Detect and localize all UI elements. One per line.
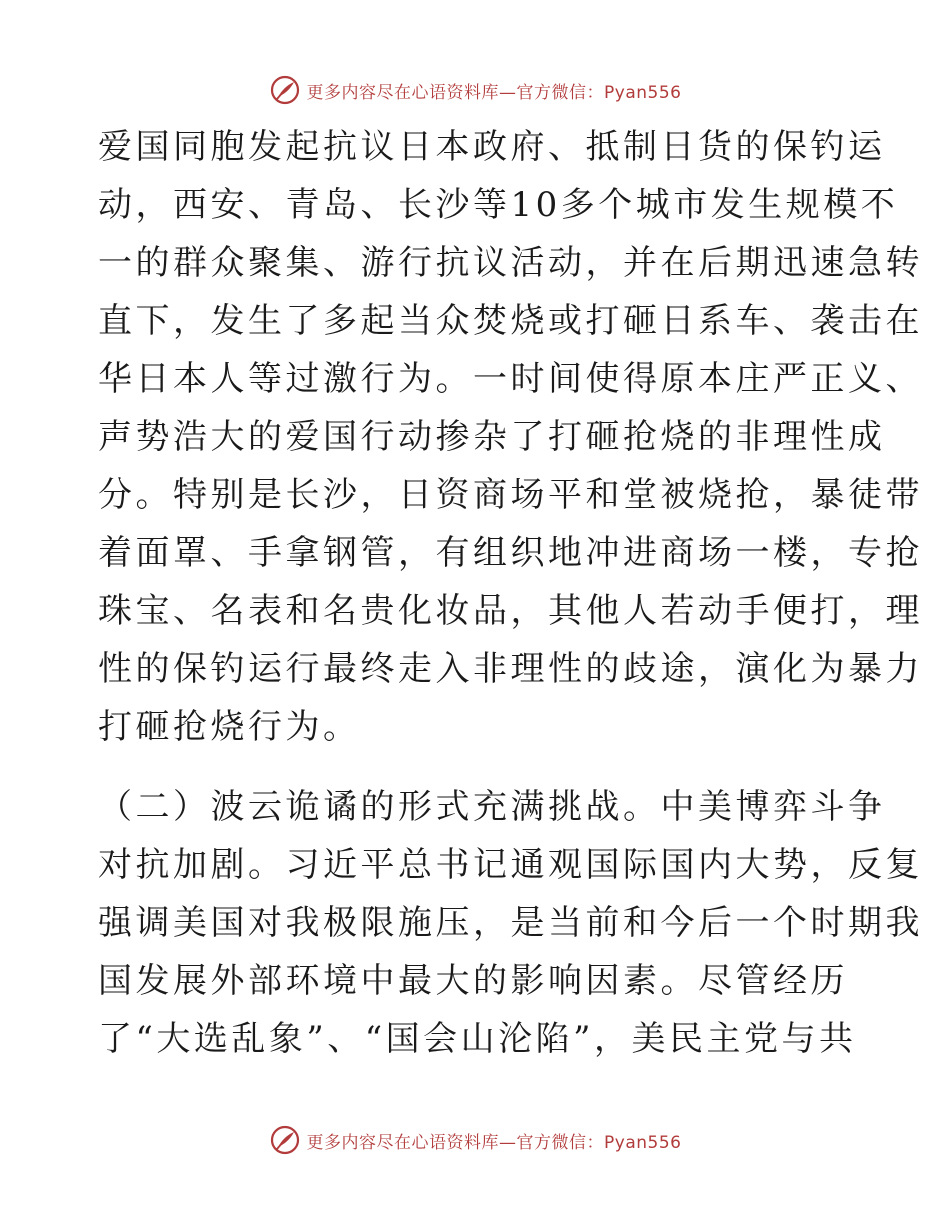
- feather-pen-logo-icon: [269, 1124, 301, 1156]
- text-line: 爱国同胞发起抗议日本政府、抵制日货的保钓运: [98, 127, 886, 167]
- watermark-text: 更多内容尽在心语资料库—官方微信：Pyan556: [306, 1132, 682, 1153]
- document-body: [98, 118, 923, 1068]
- feather-pen-logo-icon: [269, 74, 301, 106]
- watermark-text: 更多内容尽在心语资料库—官方微信：Pyan556: [306, 82, 682, 103]
- text-line: 打砸抢烧行为。: [98, 707, 361, 747]
- footer-watermark: [0, 1124, 950, 1156]
- text-line: 分。特别是长沙，日资商场平和堂被烧抢，暴徒带: [98, 475, 923, 515]
- text-line: （二）波云诡谲的形式充满挑战。中美博弈斗争: [98, 787, 886, 827]
- text-line: 动，西安、青岛、长沙等10多个城市发生规模不: [98, 185, 899, 225]
- text-line: 强调美国对我极限施压，是当前和今后一个时期我: [98, 903, 923, 943]
- text-line: 国发展外部环境中最大的影响因素。尽管经历: [98, 961, 848, 1001]
- text-line: 珠宝、名表和名贵化妆品，其他人若动手便打，理: [98, 591, 923, 631]
- text-line: 了“大选乱象”、“国会山沦陷”，美民主党与共: [98, 1019, 857, 1059]
- text-line: 一的群众聚集、游行抗议活动，并在后期迅速急转: [98, 243, 923, 283]
- paragraph-spacer: [98, 756, 858, 778]
- paragraph-1: [98, 118, 923, 756]
- text-line: 声势浩大的爱国行动掺杂了打砸抢烧的非理性成: [98, 417, 886, 457]
- text-line: 性的保钓运行最终走入非理性的歧途，演化为暴力: [98, 649, 923, 689]
- text-line: 华日本人等过激行为。一时间使得原本庄严正义、: [98, 359, 923, 399]
- text-line: 对抗加剧。习近平总书记通观国际国内大势，反复: [98, 845, 923, 885]
- paragraph-2: [98, 778, 923, 1068]
- header-watermark: [0, 74, 950, 106]
- text-line: 着面罩、手拿钢管，有组织地冲进商场一楼，专抢: [98, 533, 923, 573]
- text-line: 直下，发生了多起当众焚烧或打砸日系车、袭击在: [98, 301, 923, 341]
